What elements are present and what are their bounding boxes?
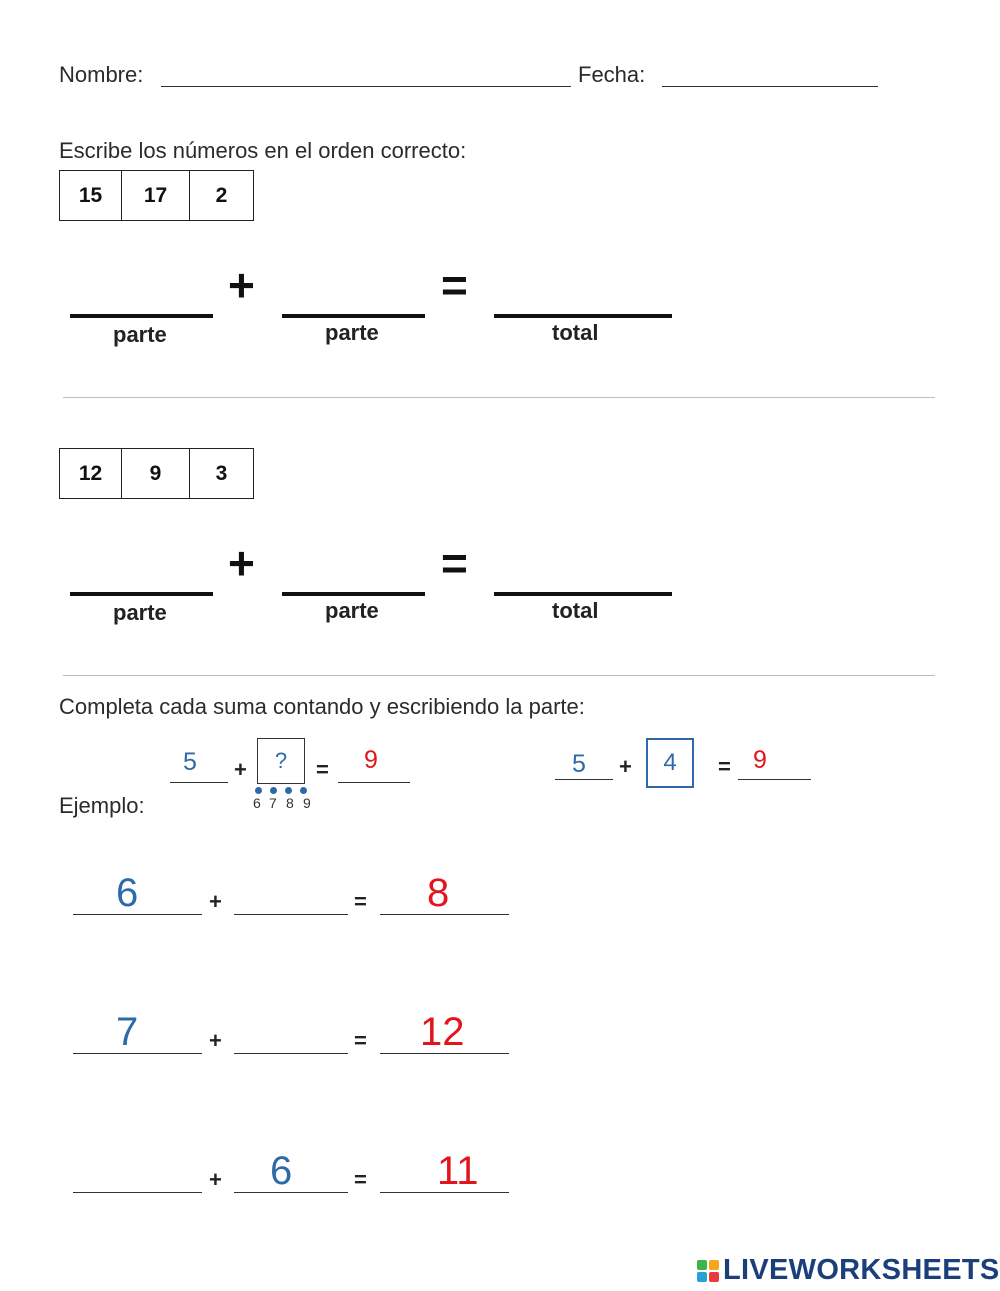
section2-instruction: Completa cada suma contando y escribiendo la parte: <box>59 694 585 719</box>
example-solved-total: 9 <box>753 746 767 774</box>
date-label: Fecha: <box>578 62 646 87</box>
count-number: 9 <box>303 795 311 811</box>
example-label: Ejemplo: <box>59 793 145 818</box>
liveworksheets-logo <box>697 1254 1000 1287</box>
example-unknown-box: ? <box>257 738 305 784</box>
exercise3-total-line[interactable] <box>380 1178 509 1193</box>
number-cell[interactable]: 2 <box>215 183 228 207</box>
example-total-line <box>338 768 410 783</box>
section1-instruction: Escribe los números en el orden correcto: <box>59 138 467 163</box>
example-solved-part1: 5 <box>572 750 586 778</box>
name-label: Nombre: <box>59 62 144 87</box>
exercise3-part2: 6 <box>270 1149 293 1193</box>
exercise1-total-line[interactable] <box>380 900 509 915</box>
divider <box>63 397 935 398</box>
exercise2-total-line[interactable] <box>380 1039 509 1054</box>
part-label: parte <box>325 320 379 345</box>
part-label: parte <box>113 600 167 625</box>
logo-cubes-icon <box>697 1260 719 1282</box>
count-dot <box>300 787 307 794</box>
total-answer-line[interactable] <box>494 578 672 596</box>
exercise3-part2-line[interactable] <box>234 1178 348 1193</box>
date-field[interactable] <box>662 70 878 87</box>
plus-sign: + <box>228 537 255 589</box>
count-number: 7 <box>269 795 277 811</box>
exercise1-part2-line[interactable] <box>234 900 348 915</box>
count-dot <box>270 787 277 794</box>
number-cell[interactable]: 3 <box>215 461 228 485</box>
example-solved-plus: + <box>619 754 632 779</box>
number-box-1 <box>59 170 254 221</box>
logo-text: LIVEWORKSHEETS <box>723 1254 1000 1286</box>
part-label: parte <box>325 598 379 623</box>
example-plus: + <box>234 757 247 782</box>
divider <box>63 675 935 676</box>
exercise2-part1-line[interactable] <box>73 1039 202 1054</box>
example-equals: = <box>316 757 329 782</box>
exercise3-equals: = <box>354 1167 367 1192</box>
exercise1-part1: 6 <box>116 871 139 915</box>
name-field[interactable] <box>161 70 571 87</box>
number-cell[interactable]: 17 <box>122 171 190 220</box>
number-box-2 <box>59 448 254 499</box>
example-part1: 5 <box>183 748 197 776</box>
total-label: total <box>552 320 599 345</box>
example-part1-line <box>170 768 228 783</box>
part1-answer-line[interactable] <box>70 300 213 318</box>
exercise3-plus: + <box>209 1167 222 1192</box>
number-cell[interactable]: 9 <box>122 449 190 498</box>
count-number: 6 <box>253 795 261 811</box>
part2-answer-line[interactable] <box>282 300 425 318</box>
part2-answer-line[interactable] <box>282 578 425 596</box>
total-label: total <box>552 598 599 623</box>
part1-answer-line[interactable] <box>70 578 213 596</box>
exercise2-plus: + <box>209 1028 222 1053</box>
example-solved-equals: = <box>718 754 731 779</box>
equals-sign: = <box>441 537 468 589</box>
exercise2-part1: 7 <box>116 1010 139 1054</box>
example-total: 9 <box>364 746 378 774</box>
exercise1-plus: + <box>209 889 222 914</box>
exercise2-total: 12 <box>420 1010 465 1054</box>
exercise2-part2-line[interactable] <box>234 1039 348 1054</box>
example-solved-answer-box: 4 <box>646 738 694 788</box>
plus-sign: + <box>228 259 255 311</box>
count-dot <box>255 787 262 794</box>
exercise2-equals: = <box>354 1028 367 1053</box>
exercise1-total: 8 <box>427 871 450 915</box>
example-solved-total-line <box>738 765 811 780</box>
exercise3-part1-line[interactable] <box>73 1178 202 1193</box>
count-dot <box>285 787 292 794</box>
count-number: 8 <box>286 795 294 811</box>
total-answer-line[interactable] <box>494 300 672 318</box>
exercise3-total: 11 <box>437 1149 479 1193</box>
number-cell[interactable]: 12 <box>60 449 122 498</box>
number-cell[interactable]: 15 <box>60 171 122 220</box>
equals-sign: = <box>441 259 468 311</box>
exercise1-equals: = <box>354 889 367 914</box>
example-solved-part1-line <box>555 765 613 780</box>
part-label: parte <box>113 322 167 347</box>
exercise1-part1-line[interactable] <box>73 900 202 915</box>
